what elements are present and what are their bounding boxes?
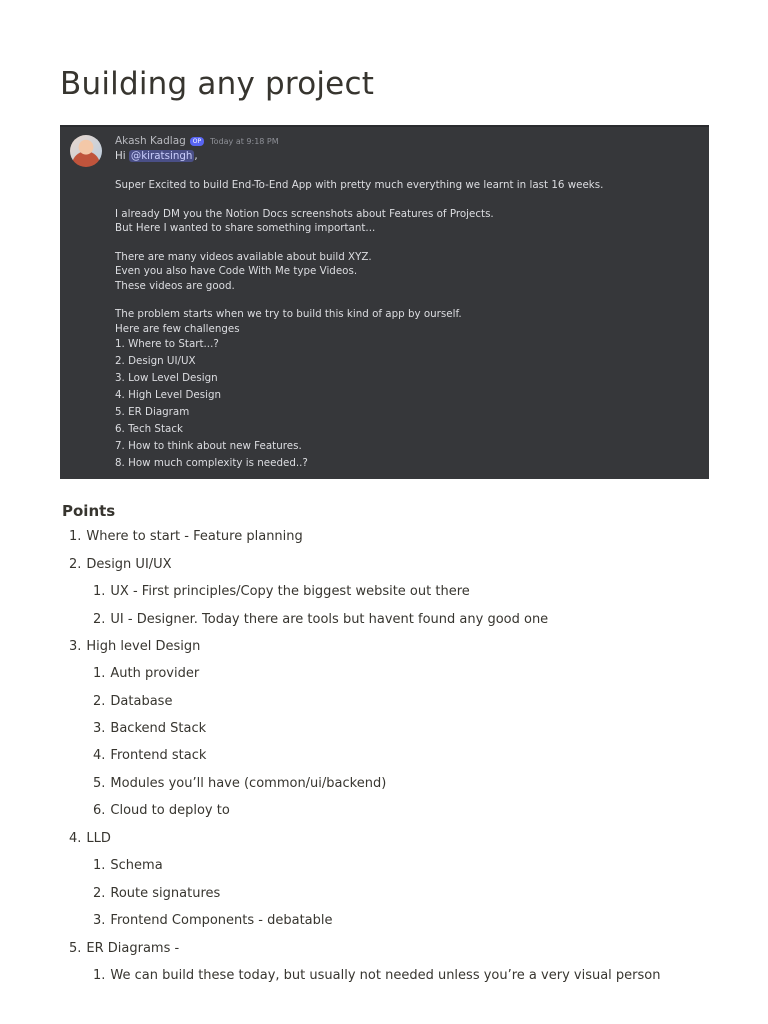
list-text: Modules you’ll have (common/ui/backend) bbox=[110, 776, 387, 791]
challenge-item: 7. How to think about new Features. bbox=[115, 440, 302, 453]
list-text: LLD bbox=[86, 831, 111, 846]
list-item bbox=[69, 831, 111, 846]
page-title: Building any project bbox=[60, 66, 375, 102]
message-line: These videos are good. bbox=[115, 279, 235, 292]
list-text: UX - First principles/Copy the biggest website out there bbox=[110, 584, 470, 599]
list-text: Backend Stack bbox=[110, 721, 207, 736]
list-text: High level Design bbox=[86, 639, 201, 654]
challenge-item: 1. Where to Start...? bbox=[115, 338, 219, 351]
list-item bbox=[69, 529, 303, 544]
list-number: 2. bbox=[69, 557, 82, 572]
message-line: The problem starts when we try to build this kind of app by ourself. bbox=[115, 308, 462, 321]
list-number: 4. bbox=[93, 748, 106, 763]
message-line: I already DM you the Notion Docs screenshots about Features of Projects. bbox=[115, 207, 494, 220]
sub-list-item bbox=[93, 666, 199, 681]
challenge-item: 4. High Level Design bbox=[115, 389, 222, 402]
points-heading: Points bbox=[62, 502, 116, 520]
list-text: UI - Designer. Today there are tools but havent found any good one bbox=[110, 612, 549, 627]
list-number: 5. bbox=[93, 776, 106, 791]
message-body bbox=[115, 149, 700, 472]
list-text: Schema bbox=[110, 858, 163, 873]
message-spacer bbox=[115, 192, 700, 206]
list-number: 1. bbox=[93, 584, 106, 599]
list-number: 2. bbox=[93, 694, 106, 709]
list-text: We can build these today, but usually not needed unless you’re a very visual person bbox=[110, 968, 661, 983]
list-number: 4. bbox=[69, 831, 82, 846]
message-line: Super Excited to build End-To-End App with pretty much everything we learnt in last 16 weeks. bbox=[115, 178, 604, 191]
message-header bbox=[115, 135, 279, 147]
op-badge: OP bbox=[190, 137, 204, 146]
list-text: Design UI/UX bbox=[86, 557, 172, 572]
sub-list-item bbox=[93, 886, 220, 901]
greeting-text: Hi bbox=[115, 150, 126, 162]
list-number: 2. bbox=[93, 612, 106, 627]
list-text: Route signatures bbox=[110, 886, 221, 901]
sub-list-item bbox=[93, 721, 206, 736]
user-mention: @kiratsingh bbox=[130, 150, 193, 162]
message-author: Akash Kadlag bbox=[115, 135, 186, 147]
list-item bbox=[69, 941, 179, 956]
list-text: Auth provider bbox=[110, 666, 200, 681]
list-number: 1. bbox=[93, 968, 106, 983]
greeting-suffix: , bbox=[194, 150, 198, 162]
list-text: ER Diagrams - bbox=[86, 941, 180, 956]
message-spacer bbox=[115, 235, 700, 249]
challenge-item: 5. ER Diagram bbox=[115, 406, 190, 419]
message-greeting-line bbox=[115, 149, 700, 163]
challenge-item: 6. Tech Stack bbox=[115, 423, 183, 436]
sub-list-item bbox=[93, 694, 172, 709]
sub-list-item bbox=[93, 968, 660, 983]
chat-screenshot bbox=[60, 125, 709, 479]
sub-list-item bbox=[93, 748, 206, 763]
sub-list-item bbox=[93, 776, 386, 791]
sub-list-item bbox=[93, 612, 548, 627]
list-number: 3. bbox=[93, 721, 106, 736]
avatar bbox=[70, 135, 102, 167]
message-line: There are many videos available about build XYZ. bbox=[115, 250, 372, 263]
list-number: 1. bbox=[93, 858, 106, 873]
list-item bbox=[69, 639, 200, 654]
list-text: Frontend stack bbox=[110, 748, 207, 763]
list-item bbox=[69, 557, 172, 572]
sub-list-item bbox=[93, 913, 333, 928]
list-number: 6. bbox=[93, 803, 106, 818]
list-text: Where to start - Feature planning bbox=[86, 529, 303, 544]
list-text: Frontend Components - debatable bbox=[110, 913, 333, 928]
list-text: Database bbox=[110, 694, 173, 709]
list-text: Cloud to deploy to bbox=[110, 803, 230, 818]
message-spacer bbox=[115, 293, 700, 307]
sub-list-item bbox=[93, 803, 230, 818]
sub-list-item bbox=[93, 858, 163, 873]
message-spacer bbox=[115, 163, 700, 177]
list-number: 1. bbox=[69, 529, 82, 544]
challenge-item: 2. Design UI/UX bbox=[115, 355, 196, 368]
list-number: 3. bbox=[69, 639, 82, 654]
message-line: But Here I wanted to share something important... bbox=[115, 221, 376, 234]
list-number: 2. bbox=[93, 886, 106, 901]
sub-list-item bbox=[93, 584, 470, 599]
list-number: 5. bbox=[69, 941, 82, 956]
challenge-item: 8. How much complexity is needed..? bbox=[115, 457, 308, 470]
message-line: Here are few challenges bbox=[115, 322, 240, 335]
challenge-item: 3. Low Level Design bbox=[115, 372, 218, 385]
message-line: Even you also have Code With Me type Videos. bbox=[115, 265, 358, 278]
message-timestamp: Today at 9:18 PM bbox=[210, 137, 279, 146]
list-number: 3. bbox=[93, 913, 106, 928]
list-number: 1. bbox=[93, 666, 106, 681]
